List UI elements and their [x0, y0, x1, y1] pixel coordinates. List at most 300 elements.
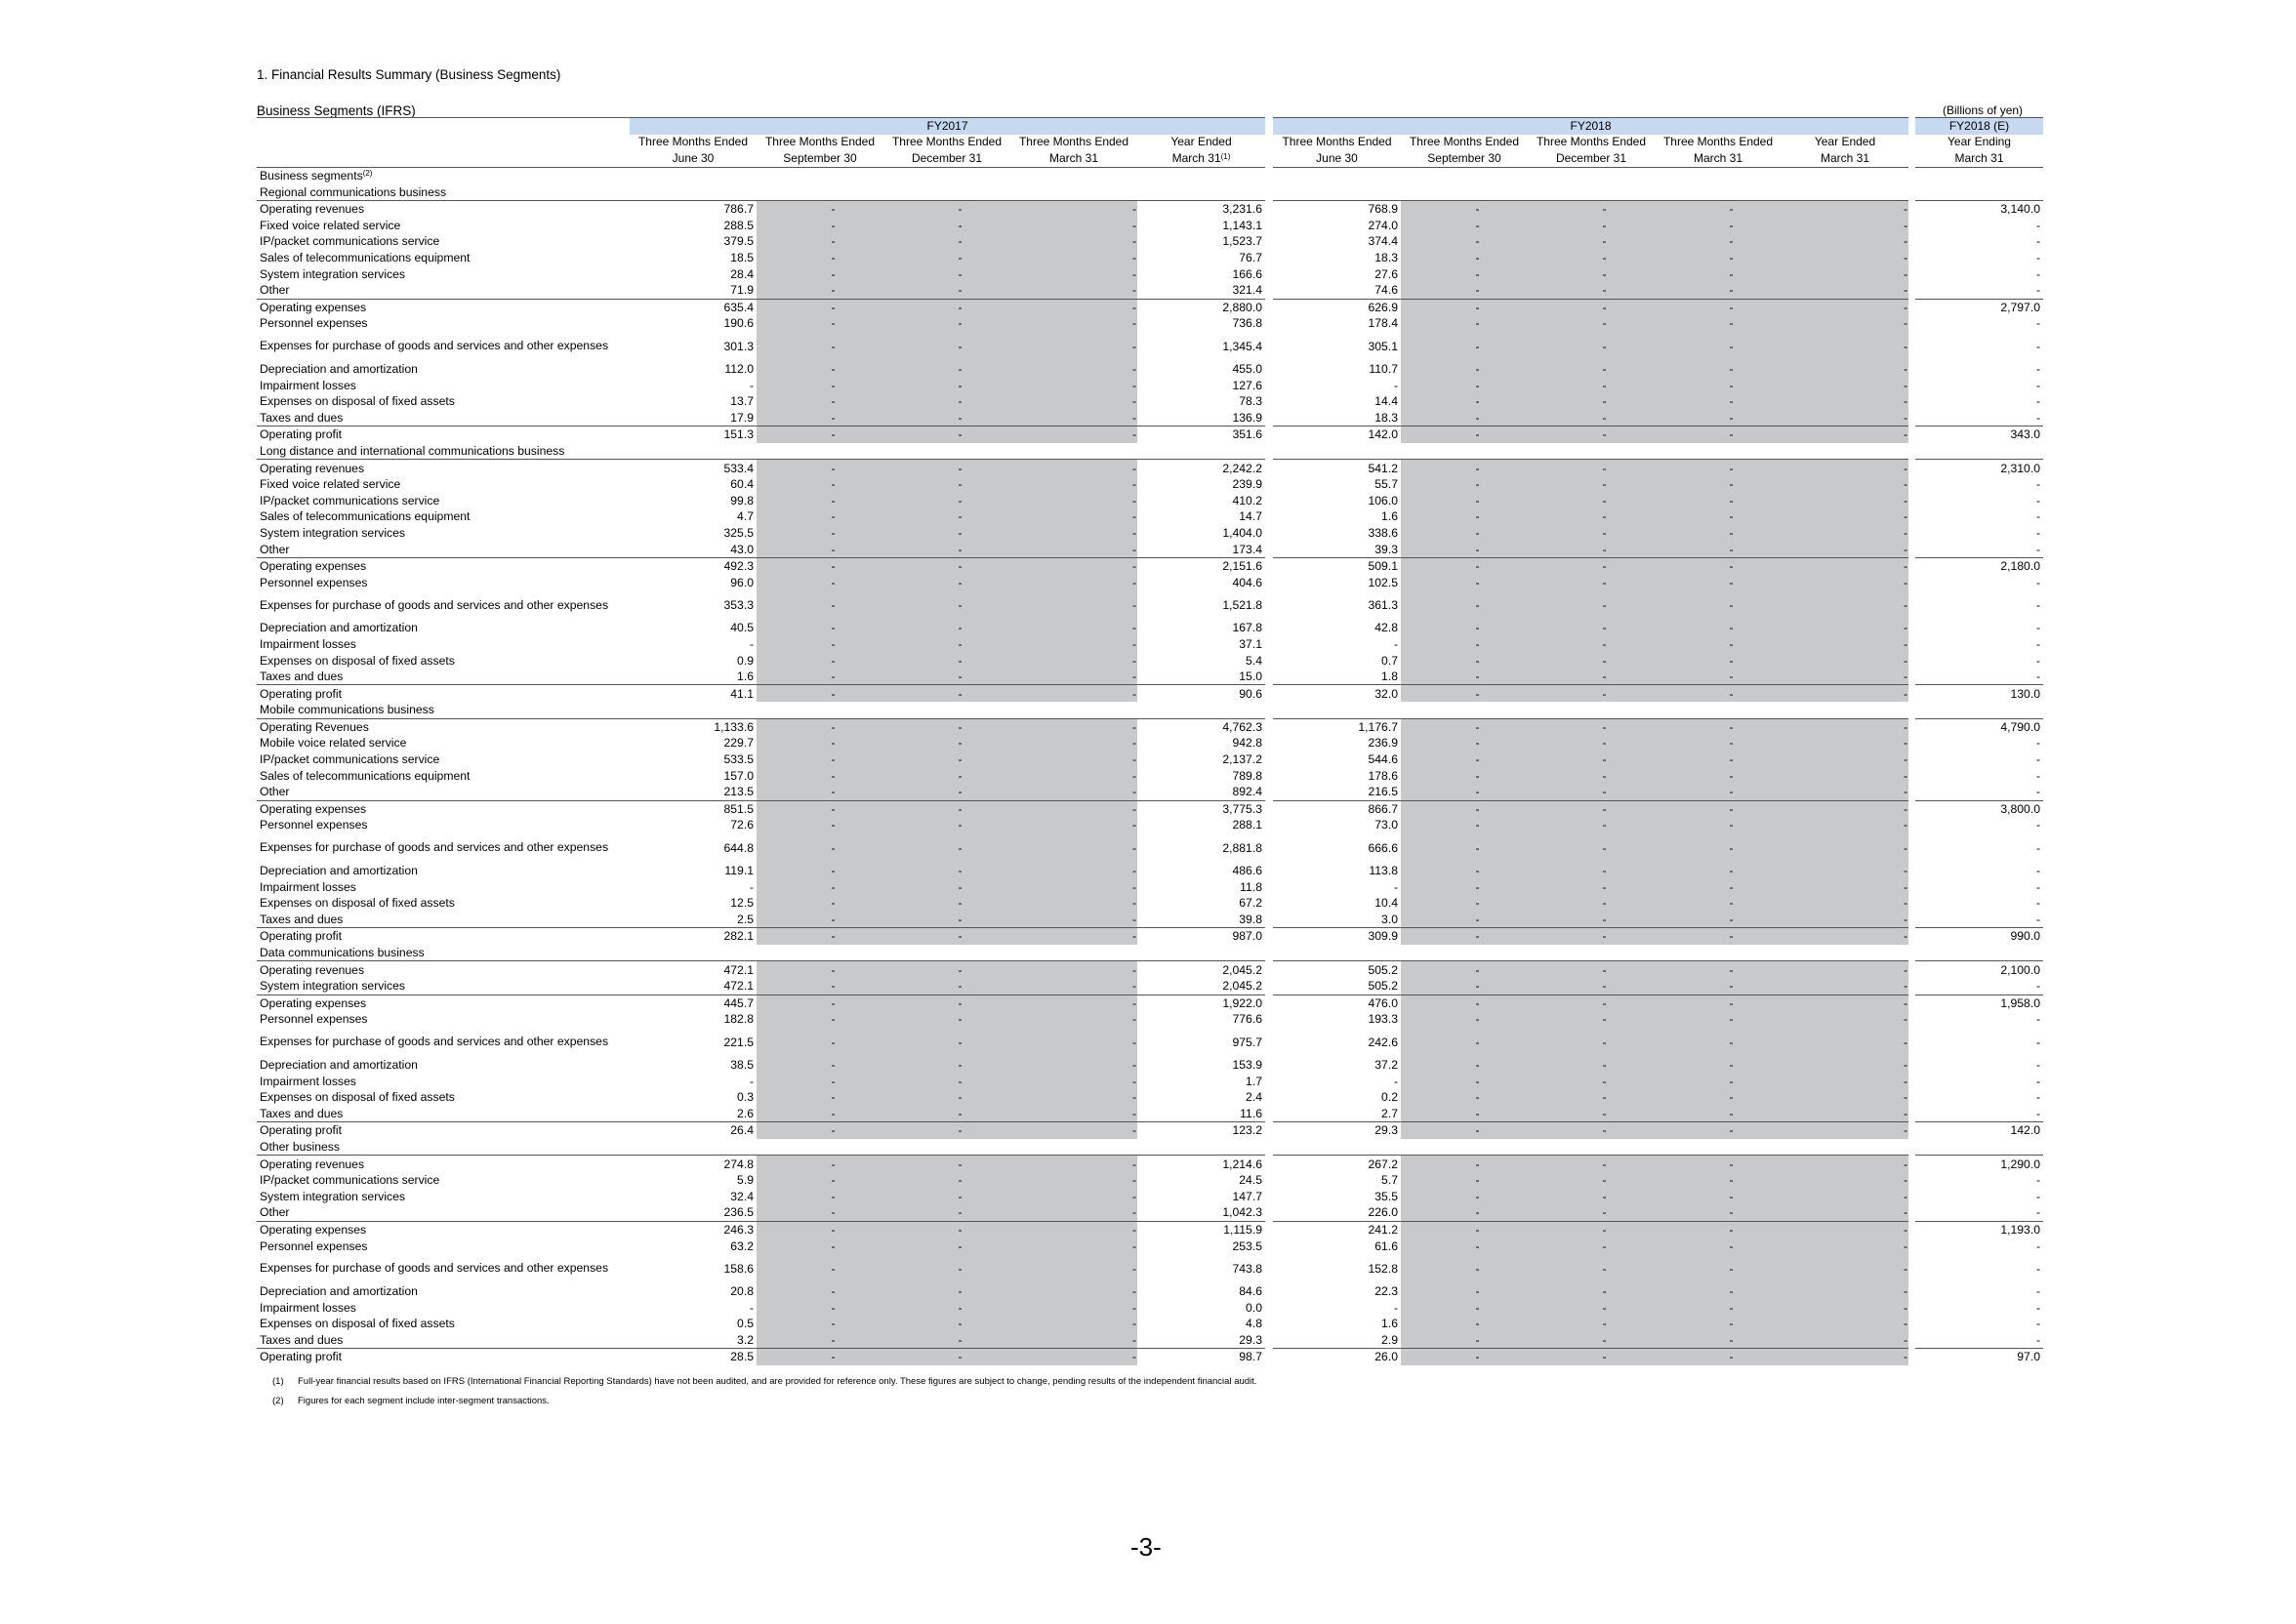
value-fy2018-q4: -	[1655, 426, 1782, 443]
value-fy2017-q4: -	[1010, 1011, 1137, 1028]
value-fy2018-q1: 14.4	[1374, 394, 1398, 409]
value-fy2018-year: -	[1782, 574, 1908, 590]
value-fy2018-estimate: -	[2035, 752, 2040, 767]
value-fy2017-year: 39.8	[1239, 912, 1262, 926]
value-fy2017-q2: -	[757, 332, 883, 361]
value-fy2018-q4: -	[1655, 1204, 1782, 1221]
row-label: Taxes and dues	[260, 912, 344, 926]
value-fy2018-q4: -	[1655, 233, 1782, 250]
value-fy2017-q2: -	[757, 508, 883, 525]
row-label: Fixed voice related service	[260, 218, 401, 232]
value-fy2018-q1: 509.1	[1273, 557, 1401, 574]
value-fy2017-q4: -	[1010, 1122, 1137, 1139]
value-fy2017-q2: -	[757, 1204, 883, 1221]
value-fy2018-q3: -	[1528, 1057, 1655, 1074]
value-fy2018-estimate: -	[2035, 1300, 2040, 1315]
value-fy2017-q1: 4.7	[737, 509, 754, 524]
value-fy2017-q2: -	[757, 282, 883, 299]
value-fy2018-q3: -	[1528, 652, 1655, 669]
value-fy2017-q3: -	[883, 928, 1010, 945]
value-fy2018-estimate: 2,310.0	[1915, 460, 2043, 476]
value-fy2017-q4: -	[1010, 218, 1137, 234]
value-fy2018-q1: 3.0	[1381, 912, 1398, 926]
value-fy2018-q1: 110.7	[1369, 362, 1398, 377]
value-fy2017-q4: -	[1010, 508, 1137, 525]
value-fy2018-q2: -	[1401, 393, 1528, 410]
value-fy2017-q3: -	[883, 735, 1010, 751]
table-title: Business Segments (IFRS)	[257, 103, 416, 118]
row-label: Operating expenses	[257, 299, 630, 315]
value-fy2017-q2: -	[757, 685, 883, 702]
row-label: Expenses on disposal of fixed assets	[260, 653, 455, 668]
value-fy2017-q1: 472.1	[630, 961, 757, 978]
value-fy2017-q4: -	[1010, 377, 1137, 393]
value-fy2017-q1: 0.5	[737, 1317, 754, 1331]
value-fy2017-q4: -	[1010, 928, 1137, 945]
value-fy2018-q4: -	[1655, 928, 1782, 945]
value-fy2018-estimate: -	[2035, 251, 2040, 265]
segment-name: Data communications business	[260, 946, 425, 960]
value-fy2017-year: 29.3	[1239, 1332, 1262, 1347]
value-fy2018-q3: -	[1528, 332, 1655, 361]
value-fy2018-estimate: -	[2035, 542, 2040, 556]
value-fy2017-q1: 644.8	[723, 840, 754, 855]
value-fy2017-q2: -	[757, 1122, 883, 1139]
value-fy2017-q4: -	[1010, 863, 1137, 879]
value-fy2017-q2: -	[757, 574, 883, 590]
value-fy2018-year: -	[1782, 557, 1908, 574]
value-fy2018-q2: -	[1401, 751, 1528, 768]
value-fy2018-q4: -	[1655, 718, 1782, 735]
table-row	[257, 541, 2043, 557]
value-fy2018-estimate: -	[2035, 736, 2040, 751]
value-fy2017-q4: -	[1010, 282, 1137, 299]
value-fy2018-q4: -	[1655, 590, 1782, 620]
value-fy2017-q1: 325.5	[723, 525, 754, 540]
value-fy2017-q2: -	[757, 784, 883, 800]
value-fy2018-q2: -	[1401, 1204, 1528, 1221]
value-fy2017-q3: -	[883, 1073, 1010, 1089]
value-fy2017-q2: -	[757, 590, 883, 620]
value-fy2018-q2: -	[1401, 1283, 1528, 1300]
value-fy2018-q2: -	[1401, 1349, 1528, 1365]
value-fy2018-year: -	[1782, 1073, 1908, 1089]
value-fy2017-q4: -	[1010, 410, 1137, 426]
value-fy2017-q2: -	[757, 1073, 883, 1089]
value-fy2017-q2: -	[757, 361, 883, 378]
value-fy2018-q3: -	[1528, 377, 1655, 393]
value-fy2018-q3: -	[1528, 995, 1655, 1011]
value-fy2018-estimate: 142.0	[1915, 1122, 2043, 1139]
value-fy2017-q2: -	[757, 636, 883, 653]
value-fy2018-q3: -	[1528, 1089, 1655, 1106]
value-fy2018-estimate: -	[2035, 879, 2040, 894]
value-fy2018-q3: -	[1528, 1011, 1655, 1028]
value-fy2018-q2: -	[1401, 1073, 1528, 1089]
table-row	[257, 735, 2043, 751]
value-fy2018-q2: -	[1401, 1299, 1528, 1316]
value-fy2017-q4: -	[1010, 995, 1137, 1011]
value-fy2017-q1: 99.8	[730, 493, 754, 508]
value-fy2017-q1: 786.7	[630, 200, 757, 217]
row-label: Depreciation and amortization	[260, 1284, 418, 1299]
value-fy2018-q4: -	[1655, 410, 1782, 426]
value-fy2017-year: 1.7	[1246, 1074, 1262, 1088]
value-fy2018-estimate: -	[2035, 575, 2040, 589]
table-row	[257, 895, 2043, 912]
value-fy2018-estimate: -	[2035, 621, 2040, 635]
table-row	[257, 1299, 2043, 1316]
value-fy2018-q3: -	[1528, 282, 1655, 299]
value-fy2017-q2: -	[757, 541, 883, 557]
value-fy2018-q3: -	[1528, 1172, 1655, 1189]
table-row	[257, 978, 2043, 995]
value-fy2018-year: -	[1782, 1316, 1908, 1332]
value-fy2017-q1: 72.6	[730, 818, 754, 832]
value-fy2017-year: 0.0	[1246, 1300, 1262, 1315]
value-fy2017-q3: -	[883, 299, 1010, 315]
value-fy2017-q4: -	[1010, 784, 1137, 800]
value-fy2018-q2: -	[1401, 250, 1528, 266]
value-fy2017-q4: -	[1010, 200, 1137, 217]
value-fy2017-q2: -	[757, 735, 883, 751]
value-fy2018-estimate: -	[2035, 234, 2040, 249]
table-row	[257, 1172, 2043, 1189]
value-fy2017-q3: -	[883, 377, 1010, 393]
value-fy2018-estimate: 130.0	[1915, 685, 2043, 702]
value-fy2018-year: -	[1782, 751, 1908, 768]
value-fy2018-q4: -	[1655, 218, 1782, 234]
value-fy2017-q1: 119.1	[724, 864, 754, 878]
value-fy2017-year: 11.6	[1240, 1106, 1262, 1120]
table-row	[257, 751, 2043, 768]
value-fy2017-q3: -	[883, 393, 1010, 410]
value-fy2018-estimate: -	[2035, 1317, 2040, 1331]
value-fy2017-year: 4,762.3	[1137, 718, 1265, 735]
value-fy2017-q1: 301.3	[723, 339, 754, 353]
value-fy2017-year: 127.6	[1232, 378, 1262, 392]
value-fy2017-q2: -	[757, 1057, 883, 1074]
value-fy2017-q1: 2.6	[737, 1106, 754, 1120]
value-fy2018-estimate: -	[2035, 1057, 2040, 1072]
value-fy2018-estimate: -	[2035, 1074, 2040, 1088]
value-fy2018-q3: -	[1528, 265, 1655, 282]
value-fy2018-q4: -	[1655, 250, 1782, 266]
value-fy2018-q2: -	[1401, 1316, 1528, 1332]
value-fy2018-estimate: -	[2035, 316, 2040, 331]
value-fy2017-q1: 445.7	[630, 995, 757, 1011]
value-fy2018-q4: -	[1655, 878, 1782, 895]
value-fy2018-estimate: -	[2035, 979, 2040, 994]
table-row	[257, 620, 2043, 636]
header-row-periods	[257, 135, 2043, 151]
value-fy2017-q4: -	[1010, 1299, 1137, 1316]
value-fy2018-estimate: 990.0	[1915, 928, 2043, 945]
value-fy2018-year: -	[1782, 685, 1908, 702]
value-fy2018-year: -	[1782, 361, 1908, 378]
value-fy2017-q4: -	[1010, 636, 1137, 653]
value-fy2018-q2: -	[1401, 1089, 1528, 1106]
value-fy2017-q2: -	[757, 1011, 883, 1028]
table-row	[257, 784, 2043, 800]
table-row	[257, 250, 2043, 266]
value-fy2018-q1: 1.6	[1381, 1317, 1398, 1331]
value-fy2017-q4: -	[1010, 912, 1137, 928]
value-fy2018-q1: 242.6	[1368, 1035, 1398, 1049]
value-fy2017-q4: -	[1010, 961, 1137, 978]
fy2017-col-period-1: Three Months Ended	[764, 135, 876, 149]
value-fy2018-q3: -	[1528, 784, 1655, 800]
value-fy2017-q3: -	[883, 265, 1010, 282]
value-fy2018-q2: -	[1401, 961, 1528, 978]
value-fy2018-q1: 2.7	[1381, 1106, 1398, 1120]
value-fy2017-q2: -	[757, 978, 883, 995]
value-fy2017-q4: -	[1010, 557, 1137, 574]
value-fy2017-year: 288.1	[1232, 818, 1262, 832]
value-fy2017-q2: -	[757, 912, 883, 928]
value-fy2017-q2: -	[757, 961, 883, 978]
row-label: Operating revenues	[257, 460, 630, 476]
value-fy2017-year: 1,521.8	[1222, 598, 1262, 613]
value-fy2018-q1: 274.0	[1368, 218, 1398, 232]
value-fy2018-q2: -	[1401, 800, 1528, 817]
value-fy2018-q3: -	[1528, 1254, 1655, 1283]
value-fy2017-q1: 190.6	[723, 316, 754, 331]
value-fy2018-q3: -	[1528, 863, 1655, 879]
row-label: Impairment losses	[260, 636, 356, 651]
value-fy2018-q1: 505.2	[1273, 961, 1401, 978]
value-fy2017-q1: 13.7	[730, 394, 754, 409]
value-fy2018-q2: -	[1401, 1238, 1528, 1254]
value-fy2018-q4: -	[1655, 1089, 1782, 1106]
value-fy2017-q3: -	[883, 1089, 1010, 1106]
value-fy2018-estimate: -	[2035, 768, 2040, 783]
value-fy2018-q4: -	[1655, 817, 1782, 833]
value-fy2017-q3: -	[883, 718, 1010, 735]
value-fy2017-q3: -	[883, 863, 1010, 879]
fy2018-estimate-header: FY2018 (E)	[1915, 118, 2043, 135]
value-fy2018-q1: 544.6	[1368, 752, 1398, 767]
value-fy2018-estimate: -	[2035, 1012, 2040, 1027]
value-fy2017-q4: -	[1010, 541, 1137, 557]
value-fy2018-q3: -	[1528, 620, 1655, 636]
value-fy2018-year: -	[1782, 200, 1908, 217]
value-fy2018-year: -	[1782, 817, 1908, 833]
value-fy2017-q2: -	[757, 233, 883, 250]
value-fy2018-year: -	[1782, 1238, 1908, 1254]
value-fy2018-q2: -	[1401, 1221, 1528, 1238]
value-fy2017-year: 167.8	[1232, 621, 1262, 635]
value-fy2017-q1: 236.5	[723, 1205, 754, 1220]
value-fy2018-q2: -	[1401, 978, 1528, 995]
value-fy2018-q4: -	[1655, 1011, 1782, 1028]
value-fy2018-estimate: -	[2035, 410, 2040, 425]
value-fy2017-q3: -	[883, 332, 1010, 361]
value-fy2017-q2: -	[757, 620, 883, 636]
row-label: Personnel expenses	[260, 316, 368, 331]
table-row	[257, 863, 2043, 879]
row-label: Depreciation and amortization	[260, 621, 418, 635]
value-fy2017-q1: 41.1	[630, 685, 757, 702]
value-fy2017-q3: -	[883, 1349, 1010, 1365]
value-fy2018-q2: -	[1401, 784, 1528, 800]
value-fy2017-q3: -	[883, 250, 1010, 266]
table-row	[257, 1122, 2043, 1139]
value-fy2018-q4: -	[1655, 1238, 1782, 1254]
table-row	[257, 557, 2043, 574]
value-fy2017-q2: -	[757, 718, 883, 735]
value-fy2018-estimate: -	[2035, 912, 2040, 926]
estimate-col-period: Year Ending	[1948, 135, 2011, 149]
value-fy2017-q3: -	[883, 652, 1010, 669]
value-fy2017-year: 404.6	[1232, 575, 1262, 589]
table-row	[257, 377, 2043, 393]
value-fy2018-q1: 18.3	[1374, 251, 1398, 265]
value-fy2018-q1: 541.2	[1273, 460, 1401, 476]
value-fy2018-estimate: -	[2035, 509, 2040, 524]
row-label: Operating expenses	[257, 800, 630, 817]
value-fy2018-q1: 55.7	[1374, 477, 1398, 492]
value-fy2017-q4: -	[1010, 426, 1137, 443]
value-fy2017-q4: -	[1010, 525, 1137, 542]
value-fy2017-q3: -	[883, 1332, 1010, 1349]
value-fy2017-q4: -	[1010, 767, 1137, 784]
fy2018-col-date-3: March 31	[1655, 150, 1782, 167]
table-row	[257, 1156, 2043, 1172]
value-fy2018-estimate: -	[2035, 1106, 2040, 1120]
value-fy2017-q4: -	[1010, 1105, 1137, 1121]
value-fy2017-year: 743.8	[1232, 1261, 1262, 1276]
value-fy2018-q4: -	[1655, 1299, 1782, 1316]
value-fy2017-q2: -	[757, 1089, 883, 1106]
value-fy2017-q3: -	[883, 1254, 1010, 1283]
value-fy2018-q1: 361.3	[1368, 598, 1398, 613]
table-row	[257, 233, 2043, 250]
value-fy2018-q1: 226.0	[1368, 1205, 1398, 1220]
value-fy2018-q4: -	[1655, 995, 1782, 1011]
value-fy2018-estimate: -	[2035, 636, 2040, 651]
row-label: Depreciation and amortization	[260, 1057, 418, 1072]
value-fy2017-year: 123.2	[1137, 1122, 1265, 1139]
value-fy2017-year: 84.6	[1239, 1284, 1262, 1299]
value-fy2017-q2: -	[757, 928, 883, 945]
value-fy2017-q2: -	[757, 1188, 883, 1204]
value-fy2018-year: -	[1782, 878, 1908, 895]
page-number: -3-	[1130, 1532, 1162, 1562]
table-row	[257, 1028, 2043, 1057]
value-fy2017-year: 14.7	[1239, 509, 1262, 524]
table-row	[257, 1332, 2043, 1349]
value-fy2017-year: 147.7	[1232, 1189, 1262, 1203]
value-fy2018-q4: -	[1655, 1105, 1782, 1121]
value-fy2018-q2: -	[1401, 685, 1528, 702]
value-fy2017-q2: -	[757, 1238, 883, 1254]
value-fy2018-q3: -	[1528, 525, 1655, 542]
row-label: Operating expenses	[257, 995, 630, 1011]
value-fy2017-year: 253.5	[1232, 1238, 1262, 1253]
value-fy2018-estimate: -	[2035, 283, 2040, 298]
row-label: Depreciation and amortization	[260, 864, 418, 878]
value-fy2017-year: 173.4	[1232, 542, 1262, 556]
value-fy2018-estimate: -	[2035, 477, 2040, 492]
estimate-col-date: March 31	[1915, 150, 2043, 167]
value-fy2017-q1: 0.9	[737, 653, 754, 668]
value-fy2017-q3: -	[883, 1011, 1010, 1028]
value-fy2018-q1: 10.4	[1374, 896, 1398, 911]
value-fy2017-q3: -	[883, 833, 1010, 863]
value-fy2018-q2: -	[1401, 718, 1528, 735]
value-fy2017-q4: -	[1010, 1254, 1137, 1283]
value-fy2017-year: 455.0	[1232, 362, 1262, 377]
value-fy2017-q1: 246.3	[630, 1221, 757, 1238]
value-fy2018-estimate: -	[2035, 1189, 2040, 1203]
row-label: Sales of telecommunications equipment	[260, 251, 471, 265]
value-fy2018-q1: 18.3	[1374, 410, 1398, 425]
value-fy2018-q4: -	[1655, 1283, 1782, 1300]
value-fy2018-q3: -	[1528, 299, 1655, 315]
value-fy2017-q2: -	[757, 1221, 883, 1238]
value-fy2018-q1: 39.3	[1374, 542, 1398, 556]
value-fy2018-q1: 106.0	[1368, 493, 1398, 508]
value-fy2018-q1: 374.4	[1368, 234, 1398, 249]
value-fy2018-q4: -	[1655, 393, 1782, 410]
row-label: Taxes and dues	[260, 1106, 344, 1120]
value-fy2018-estimate: -	[2035, 1261, 2040, 1276]
value-fy2018-year: -	[1782, 265, 1908, 282]
value-fy2017-q1: 213.5	[723, 785, 754, 799]
row-label: Expenses on disposal of fixed assets	[260, 896, 455, 911]
value-fy2017-q4: -	[1010, 878, 1137, 895]
value-fy2017-year: 1,115.9	[1137, 1221, 1265, 1238]
row-label: Operating profit	[257, 685, 630, 702]
value-fy2017-q3: -	[883, 200, 1010, 217]
value-fy2018-q3: -	[1528, 508, 1655, 525]
table-row	[257, 1089, 2043, 1106]
value-fy2018-q2: -	[1401, 912, 1528, 928]
value-fy2017-year: 1,922.0	[1137, 995, 1265, 1011]
value-fy2017-q4: -	[1010, 332, 1137, 361]
value-fy2017-q2: -	[757, 1028, 883, 1057]
table-row	[257, 299, 2043, 315]
value-fy2017-q1: 379.5	[723, 234, 754, 249]
row-label: Impairment losses	[260, 378, 356, 392]
value-fy2017-year: 3,231.6	[1137, 200, 1265, 217]
value-fy2018-estimate: 2,180.0	[1915, 557, 2043, 574]
value-fy2018-q4: -	[1655, 1122, 1782, 1139]
value-fy2018-q1: 1.8	[1381, 670, 1398, 684]
row-label: System integration services	[260, 266, 406, 281]
value-fy2018-q3: -	[1528, 557, 1655, 574]
segment-name: Regional communications business	[260, 184, 447, 199]
value-fy2017-q1: 158.6	[723, 1261, 754, 1276]
value-fy2017-year: 136.9	[1232, 410, 1262, 425]
value-fy2018-q1: 42.8	[1374, 621, 1398, 635]
table-row	[257, 332, 2043, 361]
fy2018-col-date-4: March 31	[1782, 150, 1908, 167]
value-fy2017-q1: 43.0	[730, 542, 754, 556]
value-fy2017-q1: 2.5	[737, 912, 754, 926]
value-fy2018-year: -	[1782, 978, 1908, 995]
value-fy2017-q1: -	[749, 1300, 754, 1315]
value-fy2017-year: 1,523.7	[1222, 234, 1262, 249]
value-fy2017-q1: 17.9	[730, 410, 754, 425]
fy2018-col-period-2: Three Months Ended	[1536, 135, 1647, 149]
value-fy2017-year: 736.8	[1232, 316, 1262, 331]
value-fy2017-q1: 274.8	[630, 1156, 757, 1172]
value-fy2018-q2: -	[1401, 652, 1528, 669]
value-fy2018-estimate: -	[2035, 339, 2040, 353]
value-fy2017-q2: -	[757, 200, 883, 217]
